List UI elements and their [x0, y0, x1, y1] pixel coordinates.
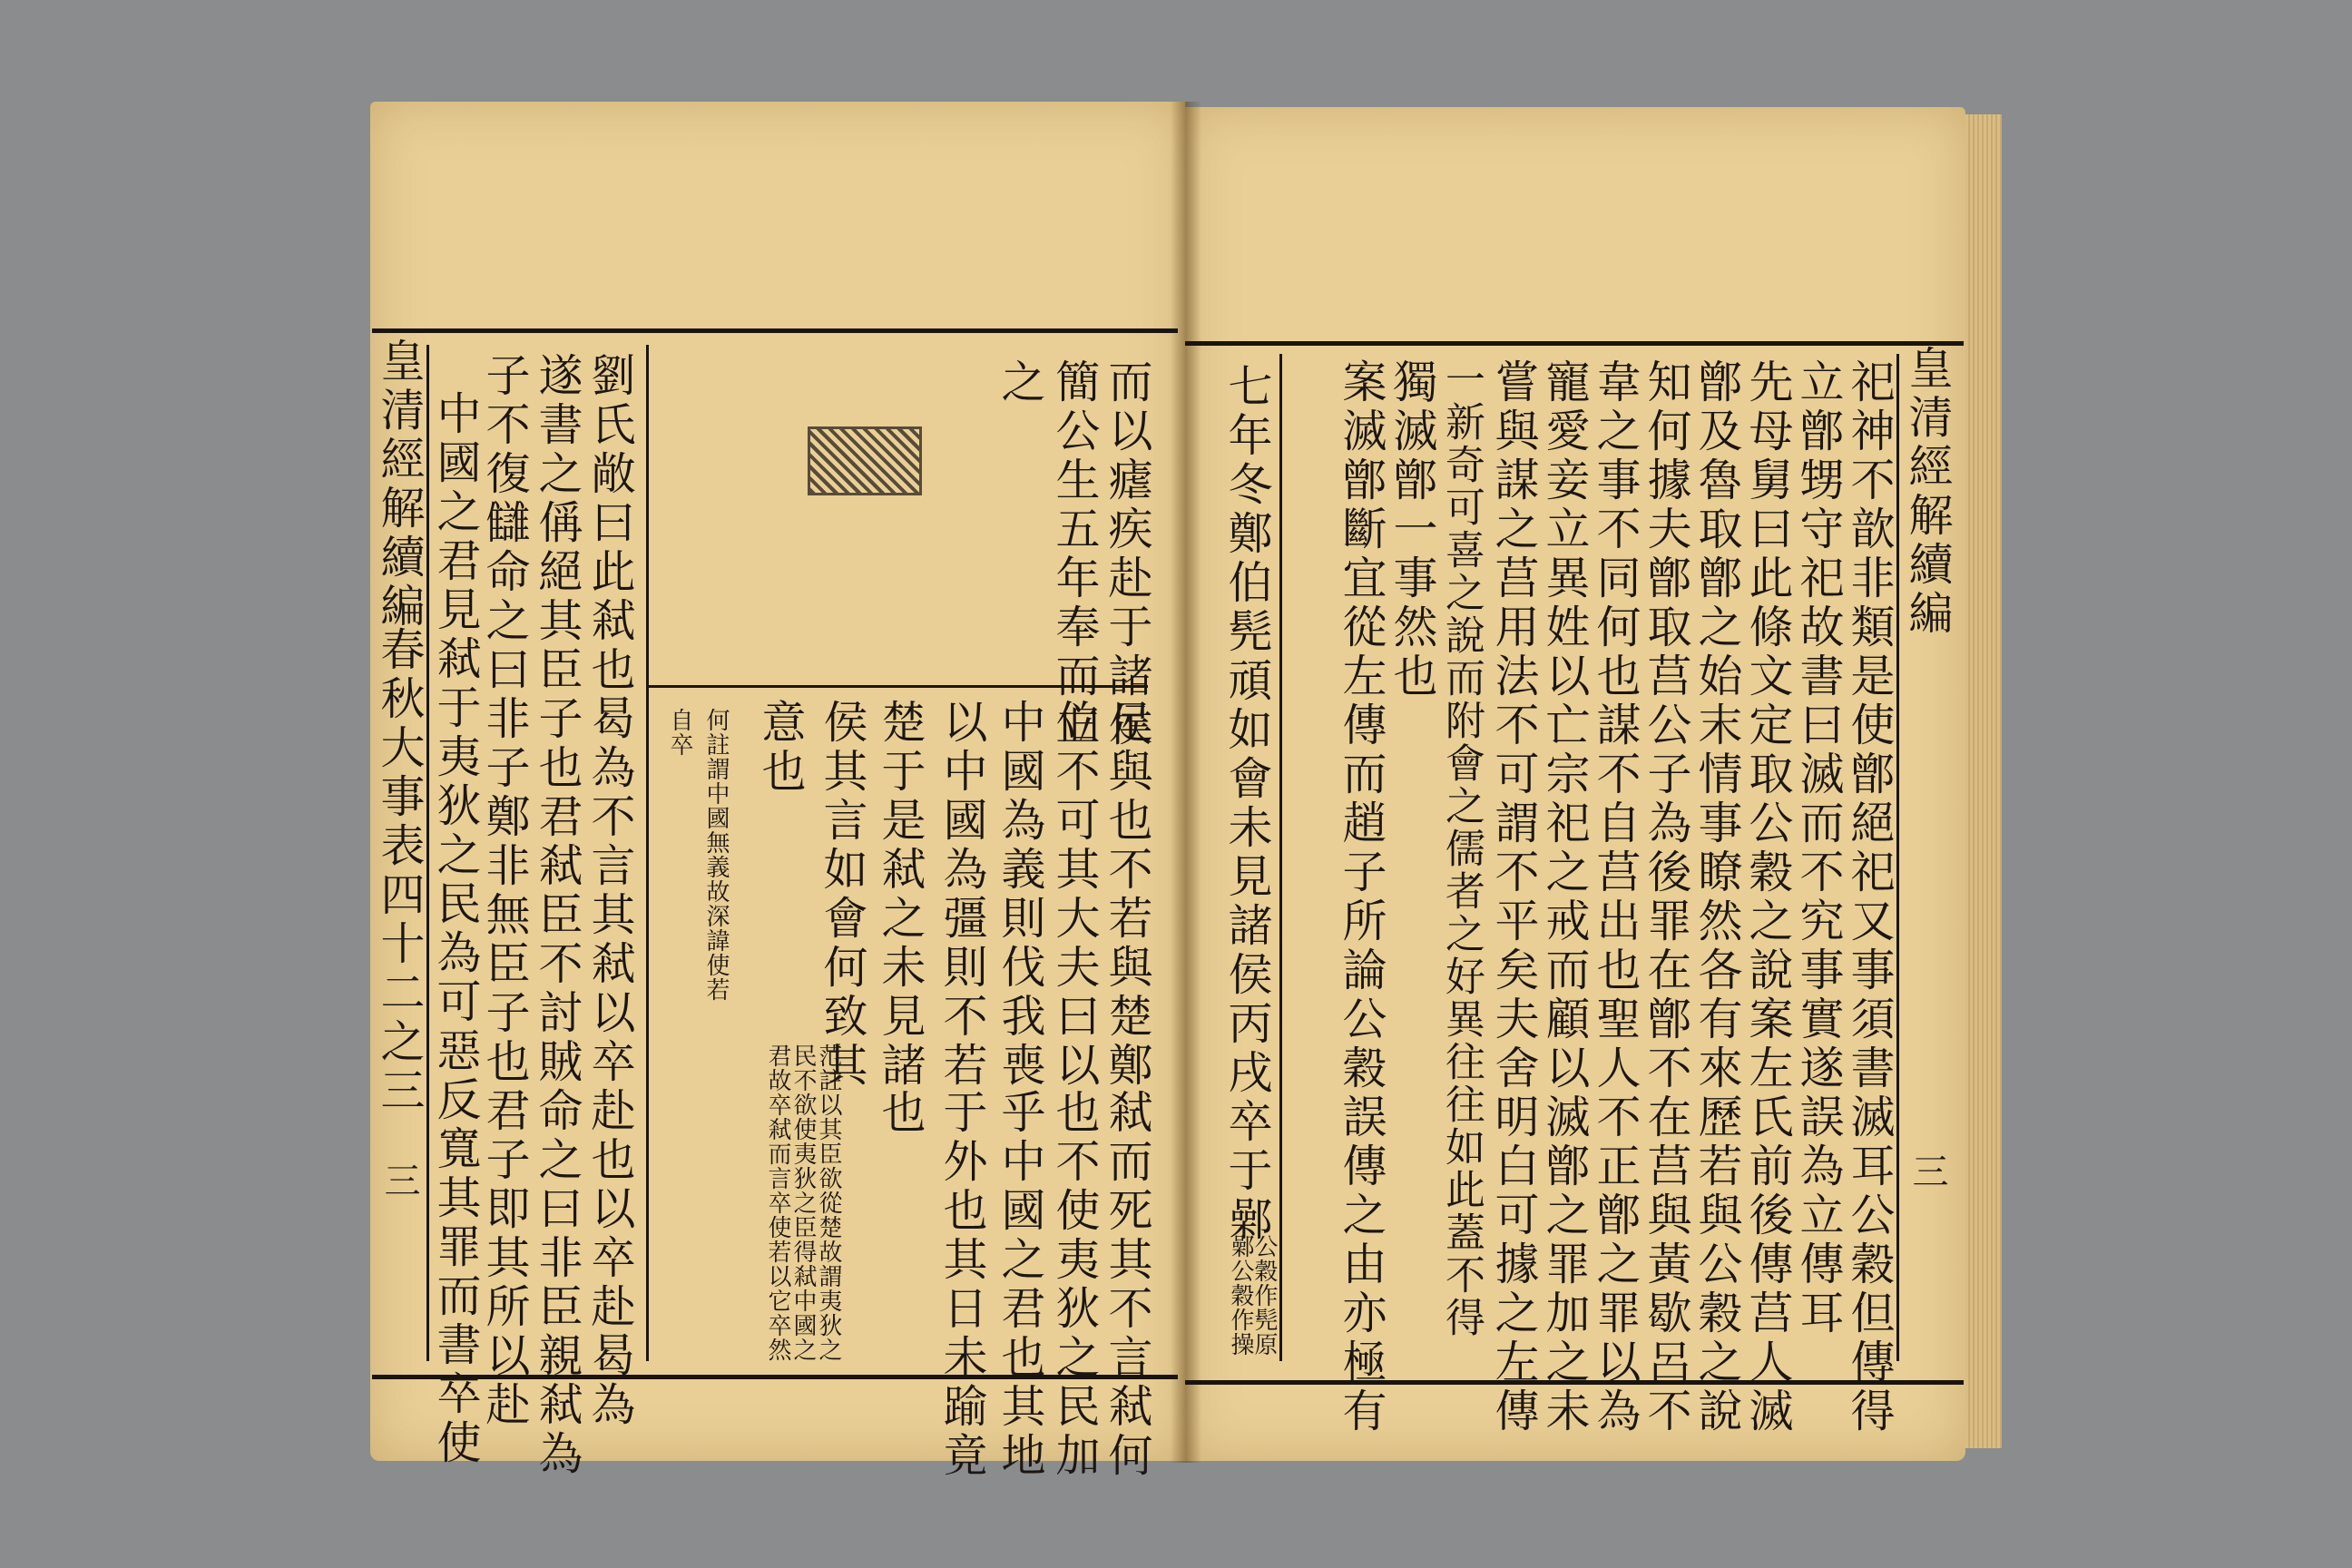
left-col-12: 楚于是弒之未見諸: [875, 699, 926, 1091]
left-col-11: 以中國為彊則不若: [936, 699, 988, 1091]
right-col-1: 立鄫甥守祀故書曰滅而不究事實遂誤為立傳耳: [1793, 358, 1845, 1338]
right-folio: 三: [1906, 1152, 1948, 1193]
left-note-2: 范註以其臣欲從楚故謂夷狄之: [815, 1044, 842, 1362]
margin-rule: [426, 345, 429, 1361]
left-col-7: 之: [995, 358, 1046, 407]
right-col-8: 一新奇可喜之說而附會之儒者之好異往往如此蓋不得: [1438, 358, 1485, 1339]
left-col-10: 中國為義則伐我喪: [995, 699, 1046, 1091]
left-col-header-note: 劉氏敞曰此弒也曷為不言其弒以卒赴也以卒赴曷為: [584, 352, 636, 1430]
left-col-14: 意也: [755, 699, 807, 797]
right-col-6: 寵愛妾立異姓以亡宗祀之戒而顧以滅鄫之罪加之未: [1539, 358, 1591, 1436]
right-col-0: 祀神不歆非類是使鄫絕祀又事須書滅耳公穀但傳得: [1844, 358, 1896, 1436]
left-col-5: 而以瘧疾赴于諸侯: [1102, 358, 1153, 750]
right-margin-rule: [1896, 354, 1899, 1361]
right-col-9: 獨滅鄫一事然也: [1387, 358, 1438, 701]
left-col-15: 弒而死其不言弒何: [1102, 1089, 1153, 1481]
left-col-9: 伯不可其大夫曰以: [1049, 699, 1101, 1091]
right-note-1: 鄵公穀作操: [1227, 1234, 1254, 1357]
left-col-8: 足與也不若與楚鄭: [1102, 699, 1153, 1091]
right-col-12: 七年冬鄭伯髡頑如會未見諸侯丙戌卒于鄵: [1221, 363, 1273, 1245]
left-col-13: 侯其言如會何致其: [817, 699, 868, 1091]
right-col-10: 案滅鄫斷宜從左傳而趙子所論公穀誤傳之由亦極有: [1336, 358, 1387, 1436]
left-col-17: 乎中國之君也其地: [995, 1089, 1046, 1481]
right-column-rule: [1279, 354, 1282, 1361]
left-note-3: 民不欲使夷狄之臣得弒中國之: [789, 1044, 817, 1362]
column-rule: [646, 345, 649, 1361]
right-col-3: 鄫及魯取鄫之始末情事瞭然各有來歷若與公穀之說: [1691, 358, 1743, 1436]
right-col-2: 先母舅曰此條文定取公穀之說案左氏前後傳莒人滅: [1742, 358, 1794, 1436]
left-margin-title: 皇清經解續編: [374, 338, 426, 632]
left-col-18: 于外也其日未踰竟: [936, 1089, 988, 1481]
left-col-4: 中國之君見弒于夷狄之民為可惡反寬其罪而書卒使: [430, 390, 482, 1468]
right-col-7: 嘗與謀之莒用法不可謂不平矣夫舍明白可據之左傳: [1488, 358, 1540, 1436]
left-col-0: 遂書之偁絕其臣子也君弒臣不討賊命之曰非臣親弒為: [532, 352, 583, 1479]
right-note-0: 公穀作髡原: [1250, 1234, 1278, 1357]
right-col-4: 知何據夫鄫取莒公子為後罪在鄫不在莒與黃歇呂不: [1641, 358, 1692, 1436]
left-note-4: 君故卒弒而言卒使若以它卒然: [764, 1044, 791, 1362]
left-col-16: 也不使夷狄之民加: [1049, 1089, 1101, 1481]
left-col-19: 也: [875, 1089, 926, 1138]
seal-stamp: [808, 426, 922, 495]
left-col-6: 簡公生五年奉而立: [1049, 358, 1101, 750]
right-col-5: 韋之事不同何也謀不自莒出也聖人不正鄫之罪以為: [1590, 358, 1642, 1436]
left-margin-section: 春秋大事表四十二之三: [374, 626, 426, 1116]
left-note-1: 自卒: [666, 708, 693, 757]
left-note-0: 何註謂中國無義故深諱使若: [702, 708, 730, 1002]
right-margin-title: 皇清經解續編: [1902, 345, 1954, 639]
page-edges: [1965, 114, 2002, 1448]
left-folio: 三: [378, 1161, 420, 1202]
left-col-1: 子不復讎命之曰非子鄭非無臣子也君子即其所以赴: [479, 352, 531, 1430]
